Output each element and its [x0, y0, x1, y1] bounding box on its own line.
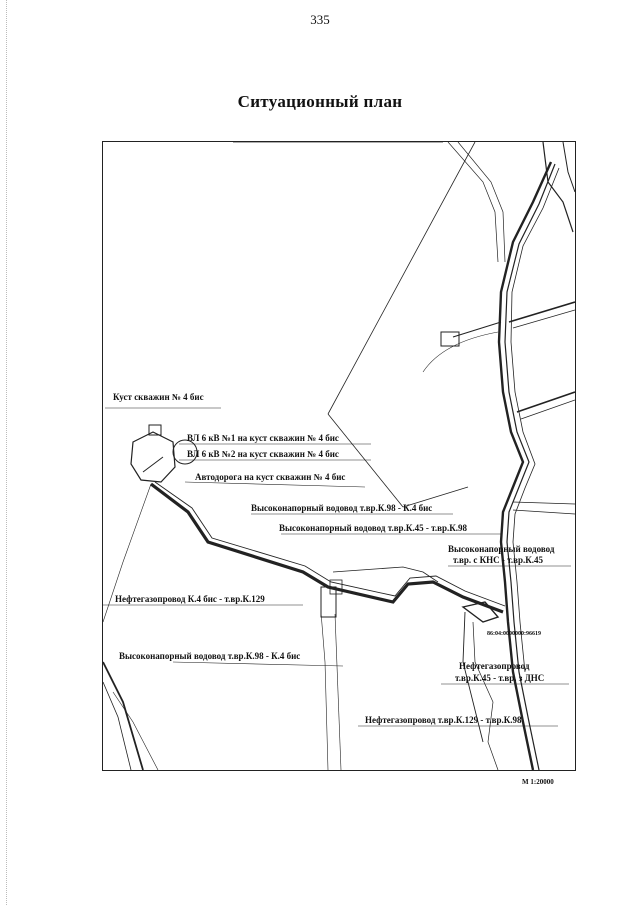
label-oil-1: Нефтегазопровод К.4 бис - т.вр.К.129 [115, 594, 265, 604]
label-vl1: ВЛ 6 кВ №1 на куст скважин № 4 бис [187, 433, 339, 443]
boundary-line-diagonal [328, 142, 475, 414]
label-water-1: Высоконапорный водовод т.вр.К.98 - К.4 бис [251, 503, 433, 513]
scale-label: М 1:20000 [522, 778, 554, 786]
label-water-3-line2: т.вр. с КНС - т.вр.К.45 [453, 555, 544, 565]
label-oil-2-line2: т.вр.К.45 - т.вр. з ДНС [455, 673, 545, 683]
label-oil-2-line1: Нефтегазопровод [459, 661, 530, 671]
page-number: 335 [310, 12, 330, 27]
scan-edge [6, 0, 7, 905]
boundary-line-lower [328, 414, 403, 507]
label-parcel: 86:04:0000000:96619 [487, 631, 541, 637]
label-water-2: Высоконапорный водовод т.вр.К.45 - т.вр.К.98 [279, 523, 467, 533]
label-well-pad: Куст скважин № 4 бис [113, 392, 204, 402]
situation-map [102, 141, 576, 771]
page-title: Ситуационный план [237, 92, 403, 111]
label-oil-3: Нефтегазопровод т.вр.К.129 - т.вр.К.98 [365, 715, 522, 725]
label-water-3-line1: Высоконапорный водовод [448, 544, 555, 554]
label-road: Автодорога на куст скважин № 4 бис [195, 472, 346, 482]
label-vl2: ВЛ 6 кВ №2 на куст скважин № 4 бис [187, 449, 339, 459]
label-water-4: Высоконапорный водовод т.вр.К.98 - К.4 бис [119, 651, 301, 661]
